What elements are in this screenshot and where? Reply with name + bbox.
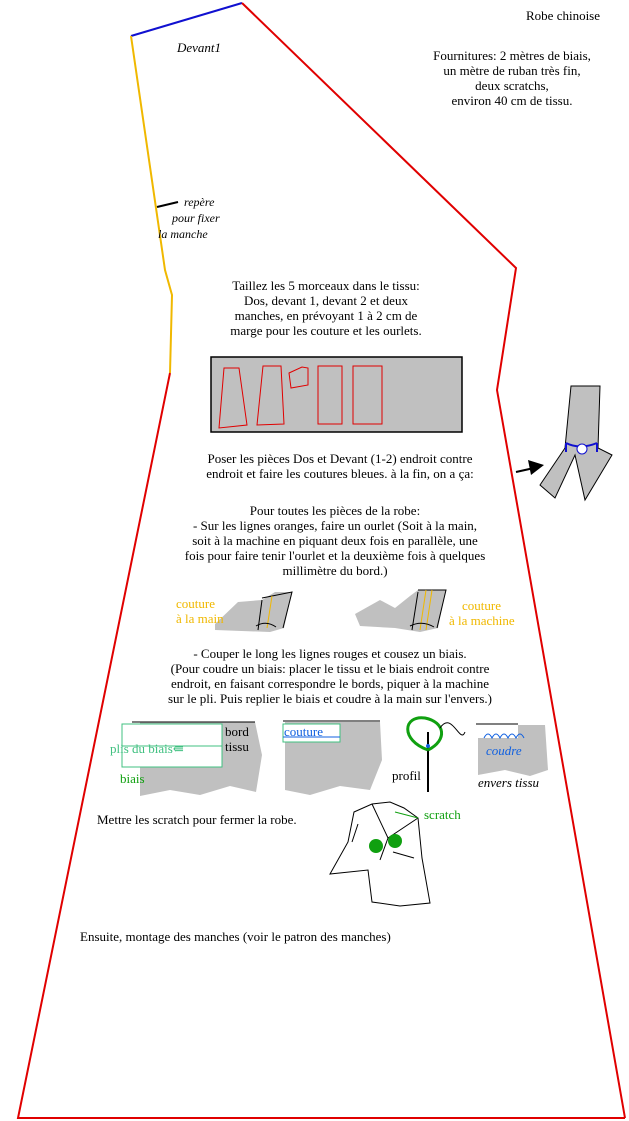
hem-hand-illustration (215, 592, 292, 632)
step-assemble-instructions: Poser les pièces Dos et Devant (1-2) endroit contre endroit et faire les coutures bleues. à la fin, on a ça: (206, 451, 474, 481)
label-envers-tissu: envers tissu (478, 775, 540, 790)
label-profil: profil (392, 768, 421, 783)
scratch-dot-2 (388, 834, 402, 848)
neckline-seam (131, 3, 242, 36)
title: Robe chinoise (526, 8, 601, 23)
label-coudre: coudre (486, 743, 522, 758)
step-cut-instructions: Taillez les 5 morceaux dans le tissu: Dos, devant 1, devant 2 et deux manches, en prévoyant 1 à 2 cm de marge pour les couture et les ourlets. (230, 278, 422, 338)
repere-note: repère pour fixer la manche (158, 195, 220, 241)
label-couture: couture (284, 724, 323, 739)
step-hem-instructions: Pour toutes les pièces de la robe: - Sur les lignes oranges, faire un ourlet (Soit à la main, soit à la machine en piquant deux fois en parallèle, une fois pour faire tenir l'ourlet et la deuxième fois à quelques millimètre du bord.) (184, 503, 486, 578)
step-scratch-instructions: Mettre les scratch pour fermer la robe. (97, 812, 297, 827)
scratch-label: scratch (424, 807, 461, 822)
hem-hand-label: couture à la main (176, 596, 224, 626)
fold-arrow-icon: ⇚ (172, 741, 184, 756)
label-plis-du-biais: plis du biais⇚ (110, 741, 184, 756)
scratch-dress-sketch (330, 802, 430, 906)
label-biais: biais (120, 771, 145, 786)
arrow-icon (516, 460, 544, 475)
scratch-dot-1 (369, 839, 383, 853)
front-piece-label: Devant1 (177, 40, 222, 55)
step-biais-instructions: - Couper le long les lignes rouges et cousez un biais. (Pour coudre un biais: placer le tissu et le biais endroit contre endroit, en faisant correspondre le bords, piquer à la machine sur le pli. Puis replier le biais et coudre à la main sur l'envers.) (168, 646, 492, 706)
step-sleeves-instructions: Ensuite, montage des manches (voir le patron des manches) (80, 929, 391, 944)
hem-machine-illustration (355, 590, 446, 632)
label-tissu: tissu (225, 739, 249, 754)
assembled-dress-sketch (540, 386, 612, 500)
fournitures-block: Fournitures: 2 mètres de biais, un mètre de ruban très fin, deux scratchs, environ 40 cm de tissu. (433, 48, 591, 108)
fabric-layout (211, 357, 462, 432)
label-bord: bord (225, 724, 249, 739)
hem-machine-label: couture à la machine (449, 598, 515, 628)
